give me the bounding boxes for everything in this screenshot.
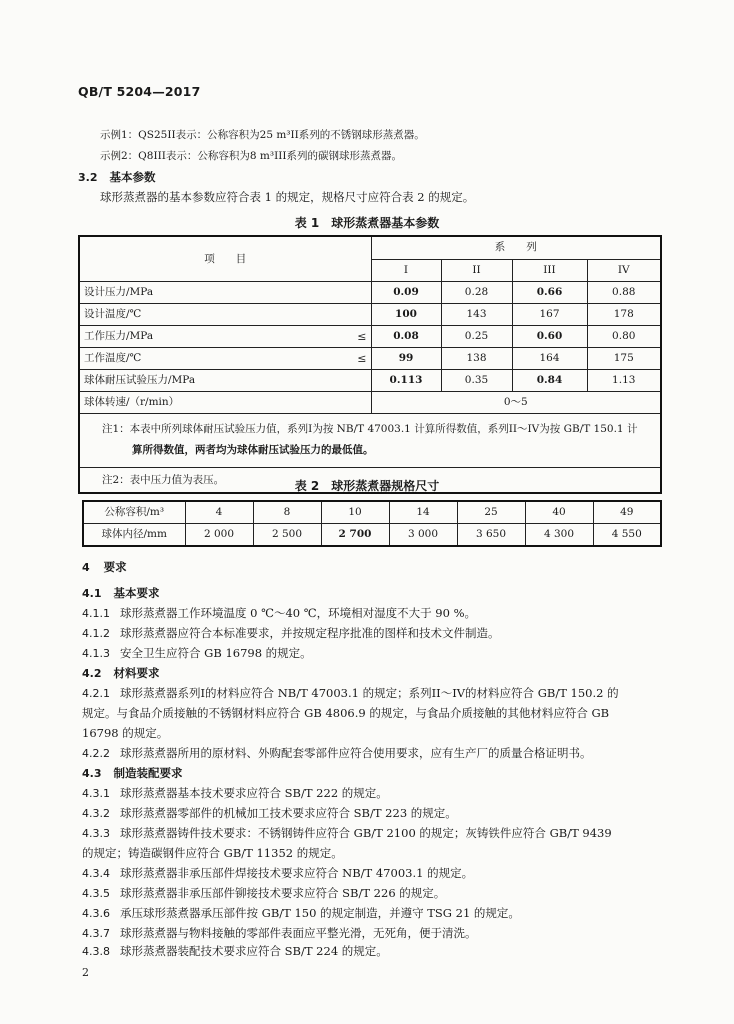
clause-4-2-2 [82,746,592,761]
cell: 10 [321,501,389,524]
section-number: 4.3 [82,767,102,780]
clause-text: 球形蒸煮器铸件技术要求：不锈钢铸件应符合 GB/T 2100 的规定；灰铸铁件应符合 GB/T 9439 [120,826,612,840]
table1-note-1 [79,414,661,468]
cell: 167 [512,304,587,326]
clause-number: 4.3.3 [82,827,110,840]
cell: 0.08 [371,326,441,348]
note-1-line-1: 注1：本表中所列球体耐压试验压力值，系列I为按 NB/T 47003.1 计算所得数值，系列II～IV为按 GB/T 150.1 计 [102,423,638,435]
clause-4-3-4 [82,866,473,881]
table-row [79,392,661,414]
section-title: 基本要求 [113,586,160,600]
clause-number: 4.1.2 [82,627,110,640]
clause-4-2-1-line-1 [82,686,619,701]
section-title: 制造装配要求 [113,766,183,780]
table-row [79,348,661,370]
cell: 99 [371,348,441,370]
clause-text: 球形蒸煮器非承压部件焊接技术要求应符合 NB/T 47003.1 的规定。 [120,866,474,880]
table2-spec-dimensions [82,500,662,547]
note-1-line-2: 算所得数值，两者均为球体耐压试验压力的最低值。 [132,444,374,456]
clause-4-3-5 [82,886,445,901]
page-number: 2 [82,966,89,979]
cell: 4 550 [593,524,661,547]
row-label: 公称容积/m³ [83,501,185,524]
section-4-3-heading [82,766,183,781]
cell: 4 300 [525,524,593,547]
clause-text: 球形蒸煮器应符合本标准要求，并按规定程序批准的图样和技术文件制造。 [120,626,500,640]
cell: 2 500 [253,524,321,547]
cell: 0.84 [512,370,587,392]
clause-4-3-1 [82,786,388,801]
clause-text: 球形蒸煮器非承压部件铆接技术要求应符合 SB/T 226 的规定。 [120,886,446,900]
section-4-2-heading [82,666,160,681]
cell: 0.66 [512,282,587,304]
clause-4-3-6 [82,906,520,921]
section-title: 要求 [103,560,127,574]
clause-number: 4.2.2 [82,747,110,760]
clause-text: 球形蒸煮器系列I的材料应符合 NB/T 47003.1 的规定；系列II～IV的材料应符合 GB/T 150.2 的 [120,686,619,700]
section-3-2-heading [78,170,156,185]
series-col-header: IV [587,259,661,282]
table-row [79,326,661,348]
series-col-header: II [441,259,512,282]
clause-4-3-2 [82,806,457,821]
cell: 0.35 [441,370,512,392]
le-symbol: ≤ [357,352,367,365]
cell: 100 [371,304,441,326]
table1-note-2: 注2：表中压力值为表压。 [79,468,661,494]
clause-4-3-3-line-2: 的规定；铸造碳钢件应符合 GB/T 11352 的规定。 [82,846,343,860]
section-4-1-heading [82,586,160,601]
cell: 49 [593,501,661,524]
example-2: 示例2：Q8III表示：公称容积为8 m³III系列的碳钢球形蒸煮器。 [100,150,403,162]
clause-text: 承压球形蒸煮器承压部件按 GB/T 150 的规定制造，并遵守 TSG 21 的规定。 [120,906,520,920]
cell: 0.113 [371,370,441,392]
clause-text: 球形蒸煮器基本技术要求应符合 SB/T 222 的规定。 [120,786,388,800]
clause-text: 球形蒸煮器所用的原材料、外购配套零部件应符合使用要求，应有生产厂的质量合格证明书。 [120,746,592,760]
cell: 0～5 [371,392,661,414]
table1-basic-parameters [78,235,662,494]
example-1: 示例1：QS25II表示：公称容积为25 m³II系列的不锈钢球形蒸煮器。 [100,129,425,141]
clause-4-2-1-line-2: 规定。与食品介质接触的不锈钢材料应符合 GB 4806.9 的规定，与食品介质接触的其他材料应符合 GB [82,706,610,720]
cell: 2 000 [185,524,253,547]
cell: 14 [389,501,457,524]
clause-number: 4.3.5 [82,887,110,900]
cell: 143 [441,304,512,326]
cell: 0.88 [587,282,661,304]
clause-4-1-1 [82,606,476,621]
cell: 8 [253,501,321,524]
row-label: 工作压力/MPa [84,330,154,342]
cell: 0.60 [512,326,587,348]
clause-text: 球形蒸煮器工作环境温度 0 ℃～40 ℃，环境相对湿度不大于 90 %。 [120,606,477,620]
clause-number: 4.3.7 [82,927,110,940]
section-number: 4.1 [82,587,102,600]
cell: 1.13 [587,370,661,392]
cell: 164 [512,348,587,370]
section-title: 基本参数 [109,170,156,184]
standard-code-header: QB/T 5204—2017 [78,84,201,99]
clause-number: 4.3.6 [82,907,110,920]
clause-text: 安全卫生应符合 GB 16798 的规定。 [120,646,312,660]
section-3-2-text: 球形蒸煮器的基本参数应符合表 1 的规定，规格尺寸应符合表 2 的规定。 [100,190,475,204]
table-row [83,524,661,547]
clause-4-3-3-line-1 [82,826,612,841]
table-row [83,501,661,524]
cell: 138 [441,348,512,370]
series-col-header: I [371,259,441,282]
cell: 2 700 [321,524,389,547]
row-label: 球体内径/mm [83,524,185,547]
table-row [79,304,661,326]
table-row [79,282,661,304]
item-header: 项 目 [79,236,371,282]
cell: 4 [185,501,253,524]
row-label: 球体转速/（r/min） [79,392,371,414]
cell: 175 [587,348,661,370]
clause-text: 球形蒸煮器零部件的机械加工技术要求应符合 SB/T 223 的规定。 [120,806,457,820]
cell: 3 000 [389,524,457,547]
table-row [79,370,661,392]
clause-text: 球形蒸煮器装配技术要求应符合 SB/T 224 的规定。 [120,944,388,958]
section-number: 3.2 [78,171,98,184]
table1-caption: 表 1 球形蒸煮器基本参数 [294,216,440,230]
le-symbol: ≤ [357,330,367,343]
row-label: 设计压力/MPa [84,286,154,298]
clause-number: 4.2.1 [82,687,110,700]
clause-4-2-1-line-3: 16798 的规定。 [82,726,169,740]
cell: 3 650 [457,524,525,547]
clause-4-1-3 [82,646,312,661]
clause-4-3-8 [82,944,388,959]
clause-number: 4.3.8 [82,945,110,958]
cell: 40 [525,501,593,524]
row-label: 球体耐压试验压力/MPa [84,374,196,386]
row-label: 工作温度/℃ [84,352,142,364]
cell: 0.28 [441,282,512,304]
cell: 25 [457,501,525,524]
section-4-heading [82,560,127,575]
table2-caption: 表 2 球形蒸煮器规格尺寸 [294,479,440,493]
clause-number: 4.3.2 [82,807,110,820]
clause-4-1-2 [82,626,500,641]
section-title: 材料要求 [113,666,160,680]
series-col-header: III [512,259,587,282]
section-number: 4.2 [82,667,102,680]
clause-number: 4.1.1 [82,607,110,620]
cell: 0.09 [371,282,441,304]
clause-number: 4.3.4 [82,867,110,880]
clause-4-3-7 [82,926,477,941]
series-header: 系 列 [371,236,661,259]
cell: 0.80 [587,326,661,348]
row-label: 设计温度/℃ [84,308,142,320]
cell: 178 [587,304,661,326]
section-number: 4 [82,561,90,574]
clause-number: 4.3.1 [82,787,110,800]
clause-text: 球形蒸煮器与物料接触的零部件表面应平整光滑，无死角，便于清洗。 [120,926,477,940]
cell: 0.25 [441,326,512,348]
clause-number: 4.1.3 [82,647,110,660]
